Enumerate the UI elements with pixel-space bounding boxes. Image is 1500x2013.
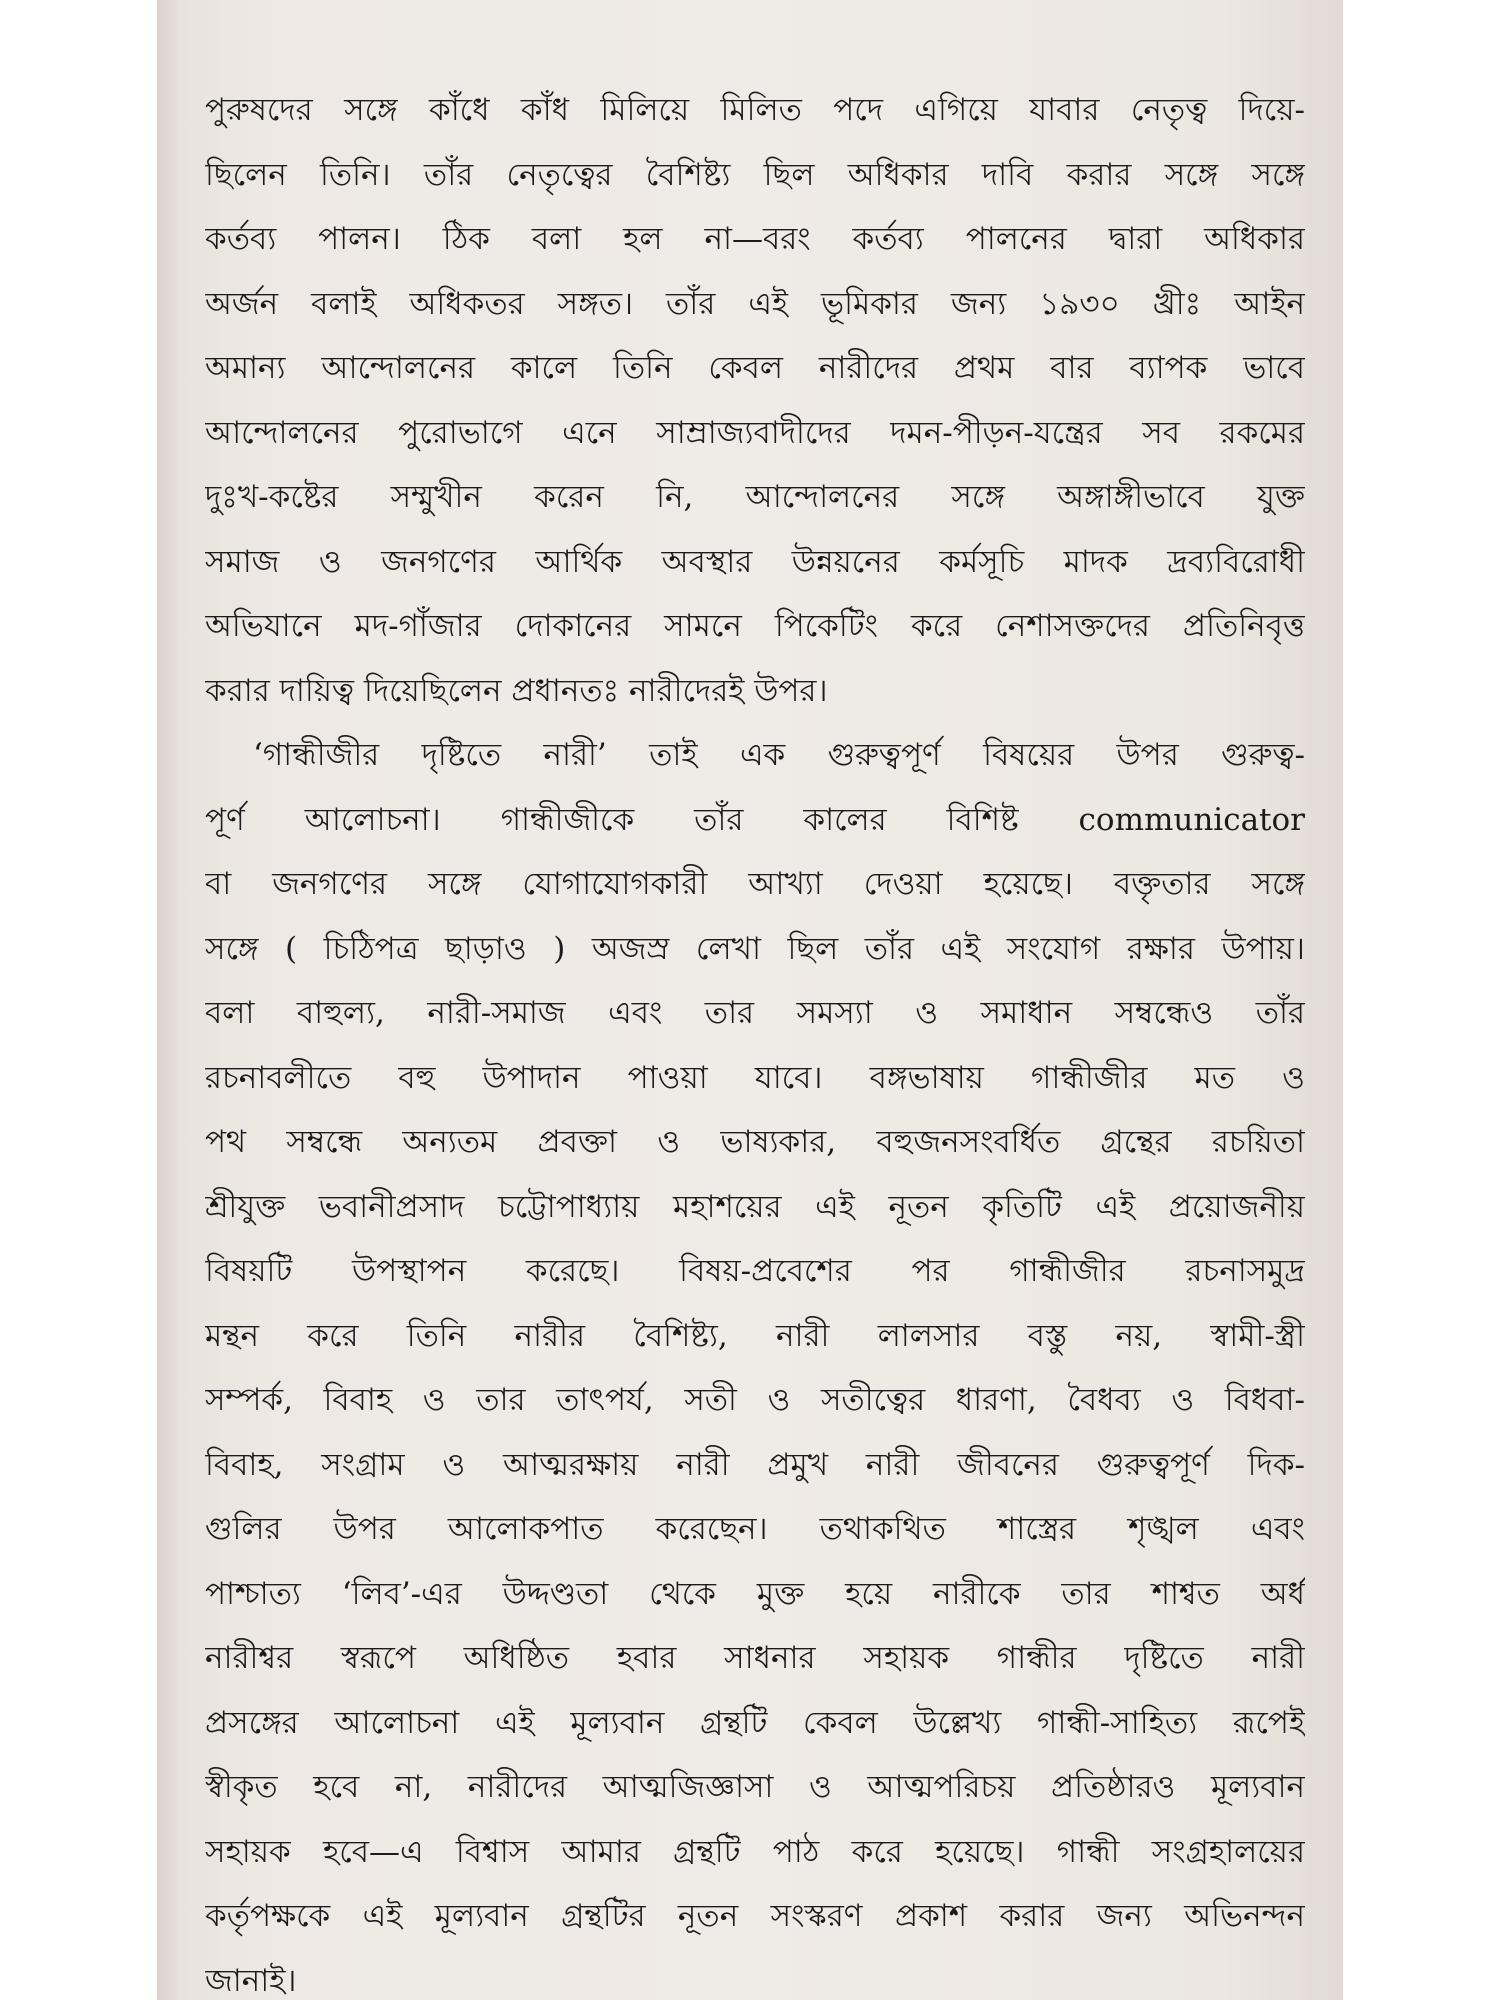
- text-line: শ্রীযুক্ত ভবানীপ্রসাদ চট্টোপাধ্যায় মহাশয়ের এই নূতন কৃতিটি এই প্রয়োজনীয়: [205, 1175, 1305, 1240]
- text-line: ছিলেন তিনি। তাঁর নেতৃত্বের বৈশিষ্ট্য ছিল অধিকার দাবি করার সঙ্গে সঙ্গে: [205, 143, 1305, 208]
- text-line: বা জনগণের সঙ্গে যোগাযোগকারী আখ্যা দেওয়া হয়েছে। বক্তৃতার সঙ্গে: [205, 852, 1305, 917]
- text-line: বিবাহ, সংগ্রাম ও আত্মরক্ষায় নারী প্রমুখ নারী জীবনের গুরুত্বপূর্ণ দিক-: [205, 1433, 1305, 1498]
- text-line: মন্থন করে তিনি নারীর বৈশিষ্ট্য, নারী লালসার বস্তু নয়, স্বামী-স্ত্রী: [205, 1304, 1305, 1369]
- text-line: দুঃখ-কষ্টের সম্মুখীন করেন নি, আন্দোলনের সঙ্গে অঙ্গাঙ্গীভাবে যুক্ত: [205, 465, 1305, 530]
- text-line: করার দায়িত্ব দিয়েছিলেন প্রধানতঃ নারীদেরই উপর।: [205, 659, 1305, 724]
- text-line: পাশ্চাত্য ‘লিব’-এর উদ্দণ্ডতা থেকে মুক্ত হয়ে নারীকে তার শাশ্বত অর্ধ: [205, 1562, 1305, 1627]
- text-line: কর্তৃপক্ষকে এই মূল্যবান গ্রন্থটির নূতন সংস্করণ প্রকাশ করার জন্য অভিনন্দন: [205, 1884, 1305, 1949]
- text-line: কর্তব্য পালন। ঠিক বলা হল না—বরং কর্তব্য পালনের দ্বারা অধিকার: [205, 207, 1305, 272]
- text-line: স্বীকৃত হবে না, নারীদের আত্মজিজ্ঞাসা ও আত্মপরিচয় প্রতিষ্ঠারও মূল্যবান: [205, 1755, 1305, 1820]
- text-line: সহায়ক হবে—এ বিশ্বাস আমার গ্রন্থটি পাঠ করে হয়েছে। গান্ধী সংগ্রহালয়ের: [205, 1820, 1305, 1885]
- body-text: [205, 78, 1305, 2013]
- text-line: অর্জন বলাই অধিকতর সঙ্গত। তাঁর এই ভূমিকার জন্য ১৯৩০ খ্রীঃ আইন: [205, 272, 1305, 337]
- text-line: পথ সম্বন্ধে অন্যতম প্রবক্তা ও ভাষ্যকার, বহুজনসংবর্ধিত গ্রন্থের রচয়িতা: [205, 1110, 1305, 1175]
- text-line: বলা বাহুল্য, নারী-সমাজ এবং তার সমস্যা ও সমাধান সম্বন্ধেও তাঁর: [205, 981, 1305, 1046]
- text-line: প্রসঙ্গের আলোচনা এই মূল্যবান গ্রন্থটি কেবল উল্লেখ্য গান্ধী-সাহিত্য রূপেই: [205, 1691, 1305, 1756]
- text-line: গুলির উপর আলোকপাত করেছেন। তথাকথিত শাস্ত্রের শৃঙ্খল এবং: [205, 1497, 1305, 1562]
- text-line: বিষয়টি উপস্থাপন করেছে। বিষয়-প্রবেশের পর গান্ধীজীর রচনাসমুদ্র: [205, 1239, 1305, 1304]
- text-line: সমাজ ও জনগণের আর্থিক অবস্থার উন্নয়নের কর্মসূচি মাদক দ্রব্যবিরোধী: [205, 530, 1305, 595]
- text-line: ‘গান্ধীজীর দৃষ্টিতে নারী’ তাই এক গুরুত্বপূর্ণ বিষয়ের উপর গুরুত্ব-: [205, 723, 1305, 788]
- text-line: সঙ্গে ( চিঠিপত্র ছাড়াও ) অজস্র লেখা ছিল তাঁর এই সংযোগ রক্ষার উপায়।: [205, 917, 1305, 982]
- text-line: রচনাবলীতে বহু উপাদান পাওয়া যাবে। বঙ্গভাষায় গান্ধীজীর মত ও: [205, 1046, 1305, 1111]
- text-line: আন্দোলনের পুরোভাগে এনে সাম্রাজ্যবাদীদের দমন-পীড়ন-যন্ত্রের সব রকমের: [205, 401, 1305, 466]
- text-line: অভিযানে মদ-গাঁজার দোকানের সামনে পিকেটিং করে নেশাসক্তদের প্রতিনিবৃত্ত: [205, 594, 1305, 659]
- text-line: নারীশ্বর স্বরূপে অধিষ্ঠিত হবার সাধনার সহায়ক গান্ধীর দৃষ্টিতে নারী: [205, 1626, 1305, 1691]
- text-line: পুরুষদের সঙ্গে কাঁধে কাঁধ মিলিয়ে মিলিত পদে এগিয়ে যাবার নেতৃত্ব দিয়ে-: [205, 78, 1305, 143]
- text-line: পূর্ণ আলোচনা। গান্ধীজীকে তাঁর কালের বিশিষ্ট communicator: [205, 788, 1305, 853]
- text-line: সম্পর্ক, বিবাহ ও তার তাৎপর্য, সতী ও সতীত্বের ধারণা, বৈধব্য ও বিধবা-: [205, 1368, 1305, 1433]
- text-line: অমান্য আন্দোলনের কালে তিনি কেবল নারীদের প্রথম বার ব্যাপক ভাবে: [205, 336, 1305, 401]
- text-line: জানাই।: [205, 1949, 1305, 2013]
